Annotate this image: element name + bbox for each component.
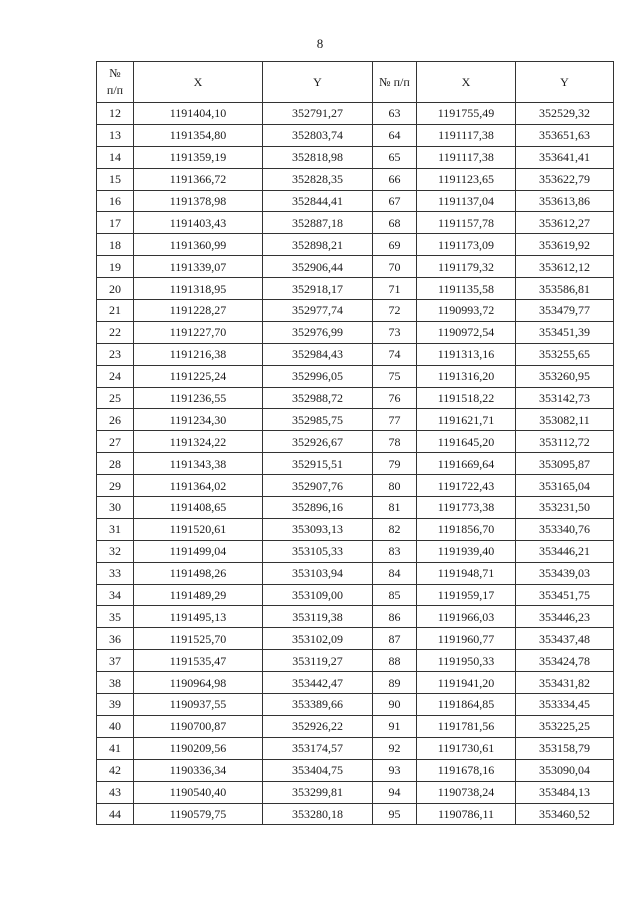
point-number-2: 82	[373, 518, 417, 540]
table-row	[97, 124, 614, 146]
y-coordinate-2: 353622,79	[516, 168, 614, 190]
table-row	[97, 650, 614, 672]
x-coordinate-2: 1190738,24	[417, 781, 516, 803]
y-coordinate: 352896,16	[263, 497, 373, 519]
point-number: 22	[97, 321, 134, 343]
y-coordinate-2: 353484,13	[516, 781, 614, 803]
table-row	[97, 453, 614, 475]
x-coordinate-2: 1191173,09	[417, 234, 516, 256]
table-row	[97, 278, 614, 300]
point-number: 41	[97, 737, 134, 759]
y-coordinate-2: 353334,45	[516, 694, 614, 716]
point-number: 14	[97, 146, 134, 168]
page-number: 8	[316, 36, 324, 51]
table-row	[97, 103, 614, 125]
x-coordinate: 1191378,98	[134, 190, 263, 212]
header-number-line2: п/п	[106, 83, 124, 97]
x-coordinate: 1191520,61	[134, 518, 263, 540]
x-coordinate: 1190937,55	[134, 694, 263, 716]
y-coordinate: 353299,81	[263, 781, 373, 803]
y-coordinate-2: 352529,32	[516, 103, 614, 125]
table-row	[97, 518, 614, 540]
header-number	[97, 62, 134, 103]
x-coordinate: 1191535,47	[134, 650, 263, 672]
y-coordinate: 352926,67	[263, 431, 373, 453]
table-row	[97, 256, 614, 278]
y-coordinate-2: 353424,78	[516, 650, 614, 672]
header-x: X	[134, 62, 263, 103]
x-coordinate: 1191403,43	[134, 212, 263, 234]
point-number-2: 63	[373, 103, 417, 125]
y-coordinate: 353174,57	[263, 737, 373, 759]
y-coordinate: 353442,47	[263, 672, 373, 694]
x-coordinate-2: 1191730,61	[417, 737, 516, 759]
y-coordinate: 353103,94	[263, 562, 373, 584]
y-coordinate: 352818,98	[263, 146, 373, 168]
y-coordinate-2: 353225,25	[516, 715, 614, 737]
y-coordinate: 352915,51	[263, 453, 373, 475]
x-coordinate: 1191495,13	[134, 606, 263, 628]
x-coordinate: 1191343,38	[134, 453, 263, 475]
point-number-2: 75	[373, 365, 417, 387]
x-coordinate: 1191498,26	[134, 562, 263, 584]
point-number-2: 69	[373, 234, 417, 256]
x-coordinate-2: 1191179,32	[417, 256, 516, 278]
x-coordinate-2: 1191722,43	[417, 475, 516, 497]
point-number: 19	[97, 256, 134, 278]
point-number: 42	[97, 759, 134, 781]
point-number-2: 77	[373, 409, 417, 431]
point-number: 33	[97, 562, 134, 584]
y-coordinate-2: 353446,23	[516, 606, 614, 628]
x-coordinate-2: 1191137,04	[417, 190, 516, 212]
x-coordinate-2: 1191117,38	[417, 146, 516, 168]
x-coordinate: 1191499,04	[134, 540, 263, 562]
point-number: 16	[97, 190, 134, 212]
header-number-2: № п/п	[373, 62, 417, 103]
y-coordinate-2: 353460,52	[516, 803, 614, 825]
y-coordinate-2: 353586,81	[516, 278, 614, 300]
point-number-2: 86	[373, 606, 417, 628]
point-number-2: 73	[373, 321, 417, 343]
x-coordinate: 1191318,95	[134, 278, 263, 300]
table-row	[97, 212, 614, 234]
x-coordinate-2: 1191939,40	[417, 540, 516, 562]
point-number-2: 88	[373, 650, 417, 672]
table-row	[97, 409, 614, 431]
table-row	[97, 343, 614, 365]
point-number: 29	[97, 475, 134, 497]
y-coordinate-2: 353082,11	[516, 409, 614, 431]
point-number-2: 78	[373, 431, 417, 453]
point-number: 24	[97, 365, 134, 387]
y-coordinate: 353389,66	[263, 694, 373, 716]
point-number: 18	[97, 234, 134, 256]
point-number: 36	[97, 628, 134, 650]
y-coordinate-2: 353612,27	[516, 212, 614, 234]
point-number-2: 74	[373, 343, 417, 365]
point-number: 32	[97, 540, 134, 562]
x-coordinate-2: 1191621,71	[417, 409, 516, 431]
point-number: 27	[97, 431, 134, 453]
x-coordinate: 1190700,87	[134, 715, 263, 737]
coordinates-table	[96, 61, 614, 825]
x-coordinate-2: 1190993,72	[417, 300, 516, 322]
x-coordinate: 1190336,34	[134, 759, 263, 781]
x-coordinate: 1190579,75	[134, 803, 263, 825]
header-x-2: X	[417, 62, 516, 103]
header-y-2: Y	[516, 62, 614, 103]
y-coordinate-2: 353439,03	[516, 562, 614, 584]
point-number-2: 95	[373, 803, 417, 825]
y-coordinate: 353093,13	[263, 518, 373, 540]
point-number-2: 90	[373, 694, 417, 716]
table-row	[97, 737, 614, 759]
point-number-2: 67	[373, 190, 417, 212]
x-coordinate-2: 1190972,54	[417, 321, 516, 343]
x-coordinate-2: 1191966,03	[417, 606, 516, 628]
y-coordinate-2: 353451,75	[516, 584, 614, 606]
table-row	[97, 562, 614, 584]
y-coordinate: 353119,27	[263, 650, 373, 672]
table-row	[97, 781, 614, 803]
x-coordinate-2: 1191669,64	[417, 453, 516, 475]
y-coordinate: 352803,74	[263, 124, 373, 146]
table-row	[97, 321, 614, 343]
y-coordinate: 352828,35	[263, 168, 373, 190]
table-row	[97, 803, 614, 825]
x-coordinate-2: 1191864,85	[417, 694, 516, 716]
x-coordinate: 1191404,10	[134, 103, 263, 125]
y-coordinate: 352887,18	[263, 212, 373, 234]
y-coordinate: 353109,00	[263, 584, 373, 606]
x-coordinate-2: 1191755,49	[417, 103, 516, 125]
y-coordinate: 352977,74	[263, 300, 373, 322]
x-coordinate-2: 1191313,16	[417, 343, 516, 365]
x-coordinate-2: 1191316,20	[417, 365, 516, 387]
x-coordinate: 1191525,70	[134, 628, 263, 650]
x-coordinate: 1191364,02	[134, 475, 263, 497]
point-number-2: 91	[373, 715, 417, 737]
table-row	[97, 146, 614, 168]
point-number-2: 64	[373, 124, 417, 146]
x-coordinate: 1191359,19	[134, 146, 263, 168]
point-number: 12	[97, 103, 134, 125]
point-number-2: 85	[373, 584, 417, 606]
x-coordinate-2: 1190786,11	[417, 803, 516, 825]
point-number: 20	[97, 278, 134, 300]
point-number: 15	[97, 168, 134, 190]
y-coordinate: 352898,21	[263, 234, 373, 256]
point-number: 23	[97, 343, 134, 365]
x-coordinate: 1190964,98	[134, 672, 263, 694]
y-coordinate: 353119,38	[263, 606, 373, 628]
x-coordinate-2: 1191645,20	[417, 431, 516, 453]
table-row	[97, 168, 614, 190]
table-header-row	[97, 62, 614, 103]
y-coordinate-2: 353158,79	[516, 737, 614, 759]
x-coordinate-2: 1191950,33	[417, 650, 516, 672]
point-number-2: 66	[373, 168, 417, 190]
y-coordinate-2: 353142,73	[516, 387, 614, 409]
y-coordinate: 352976,99	[263, 321, 373, 343]
point-number: 44	[97, 803, 134, 825]
x-coordinate: 1191236,55	[134, 387, 263, 409]
point-number-2: 70	[373, 256, 417, 278]
x-coordinate-2: 1191781,56	[417, 715, 516, 737]
x-coordinate-2: 1191157,78	[417, 212, 516, 234]
x-coordinate: 1191228,27	[134, 300, 263, 322]
point-number: 40	[97, 715, 134, 737]
y-coordinate: 352988,72	[263, 387, 373, 409]
point-number-2: 65	[373, 146, 417, 168]
y-coordinate: 352918,17	[263, 278, 373, 300]
x-coordinate: 1190209,56	[134, 737, 263, 759]
x-coordinate: 1191234,30	[134, 409, 263, 431]
point-number-2: 87	[373, 628, 417, 650]
point-number: 21	[97, 300, 134, 322]
y-coordinate: 353280,18	[263, 803, 373, 825]
y-coordinate: 352907,76	[263, 475, 373, 497]
table-row	[97, 540, 614, 562]
y-coordinate-2: 353255,65	[516, 343, 614, 365]
point-number-2: 81	[373, 497, 417, 519]
header-number-line1: №	[109, 66, 121, 80]
table-row	[97, 475, 614, 497]
y-coordinate-2: 353651,63	[516, 124, 614, 146]
x-coordinate-2: 1191948,71	[417, 562, 516, 584]
point-number: 26	[97, 409, 134, 431]
point-number-2: 93	[373, 759, 417, 781]
table-row	[97, 300, 614, 322]
y-coordinate: 352791,27	[263, 103, 373, 125]
y-coordinate-2: 353446,21	[516, 540, 614, 562]
x-coordinate-2: 1191941,20	[417, 672, 516, 694]
point-number: 37	[97, 650, 134, 672]
y-coordinate-2: 353095,87	[516, 453, 614, 475]
point-number: 38	[97, 672, 134, 694]
point-number-2: 76	[373, 387, 417, 409]
point-number-2: 72	[373, 300, 417, 322]
table-row	[97, 190, 614, 212]
y-coordinate-2: 353112,72	[516, 431, 614, 453]
point-number-2: 89	[373, 672, 417, 694]
header-y: Y	[263, 62, 373, 103]
point-number-2: 68	[373, 212, 417, 234]
x-coordinate: 1191366,72	[134, 168, 263, 190]
x-coordinate-2: 1191960,77	[417, 628, 516, 650]
x-coordinate: 1191324,22	[134, 431, 263, 453]
y-coordinate-2: 353479,77	[516, 300, 614, 322]
table-row	[97, 759, 614, 781]
y-coordinate-2: 353431,82	[516, 672, 614, 694]
point-number: 35	[97, 606, 134, 628]
y-coordinate-2: 353451,39	[516, 321, 614, 343]
x-coordinate: 1191339,07	[134, 256, 263, 278]
y-coordinate: 352996,05	[263, 365, 373, 387]
y-coordinate-2: 353165,04	[516, 475, 614, 497]
y-coordinate-2: 353612,12	[516, 256, 614, 278]
point-number: 31	[97, 518, 134, 540]
point-number: 30	[97, 497, 134, 519]
point-number-2: 71	[373, 278, 417, 300]
y-coordinate-2: 353641,41	[516, 146, 614, 168]
x-coordinate: 1191227,70	[134, 321, 263, 343]
x-coordinate-2: 1191123,65	[417, 168, 516, 190]
point-number-2: 94	[373, 781, 417, 803]
y-coordinate-2: 353613,86	[516, 190, 614, 212]
x-coordinate-2: 1191678,16	[417, 759, 516, 781]
table-row	[97, 234, 614, 256]
point-number-2: 80	[373, 475, 417, 497]
point-number: 25	[97, 387, 134, 409]
x-coordinate-2: 1191117,38	[417, 124, 516, 146]
y-coordinate: 353102,09	[263, 628, 373, 650]
table-row	[97, 672, 614, 694]
point-number-2: 79	[373, 453, 417, 475]
x-coordinate-2: 1191518,22	[417, 387, 516, 409]
point-number-2: 83	[373, 540, 417, 562]
y-coordinate: 352906,44	[263, 256, 373, 278]
table-row	[97, 694, 614, 716]
point-number: 39	[97, 694, 134, 716]
y-coordinate-2: 353619,92	[516, 234, 614, 256]
x-coordinate-2: 1191856,70	[417, 518, 516, 540]
x-coordinate: 1191489,29	[134, 584, 263, 606]
table-row	[97, 365, 614, 387]
x-coordinate: 1191216,38	[134, 343, 263, 365]
table-row	[97, 431, 614, 453]
x-coordinate: 1191408,65	[134, 497, 263, 519]
y-coordinate-2: 353090,04	[516, 759, 614, 781]
y-coordinate: 352985,75	[263, 409, 373, 431]
x-coordinate: 1191225,24	[134, 365, 263, 387]
point-number: 28	[97, 453, 134, 475]
x-coordinate: 1190540,40	[134, 781, 263, 803]
table-row	[97, 628, 614, 650]
y-coordinate-2: 353340,76	[516, 518, 614, 540]
table-row	[97, 584, 614, 606]
point-number-2: 92	[373, 737, 417, 759]
y-coordinate-2: 353437,48	[516, 628, 614, 650]
table-row	[97, 715, 614, 737]
table-row	[97, 497, 614, 519]
y-coordinate-2: 353231,50	[516, 497, 614, 519]
table-row	[97, 387, 614, 409]
x-coordinate-2: 1191959,17	[417, 584, 516, 606]
x-coordinate-2: 1191135,58	[417, 278, 516, 300]
point-number: 34	[97, 584, 134, 606]
x-coordinate-2: 1191773,38	[417, 497, 516, 519]
x-coordinate: 1191360,99	[134, 234, 263, 256]
y-coordinate: 352844,41	[263, 190, 373, 212]
y-coordinate: 353105,33	[263, 540, 373, 562]
y-coordinate-2: 353260,95	[516, 365, 614, 387]
point-number: 17	[97, 212, 134, 234]
y-coordinate: 353404,75	[263, 759, 373, 781]
point-number: 43	[97, 781, 134, 803]
y-coordinate: 352984,43	[263, 343, 373, 365]
x-coordinate: 1191354,80	[134, 124, 263, 146]
y-coordinate: 352926,22	[263, 715, 373, 737]
table-row	[97, 606, 614, 628]
point-number-2: 84	[373, 562, 417, 584]
point-number: 13	[97, 124, 134, 146]
